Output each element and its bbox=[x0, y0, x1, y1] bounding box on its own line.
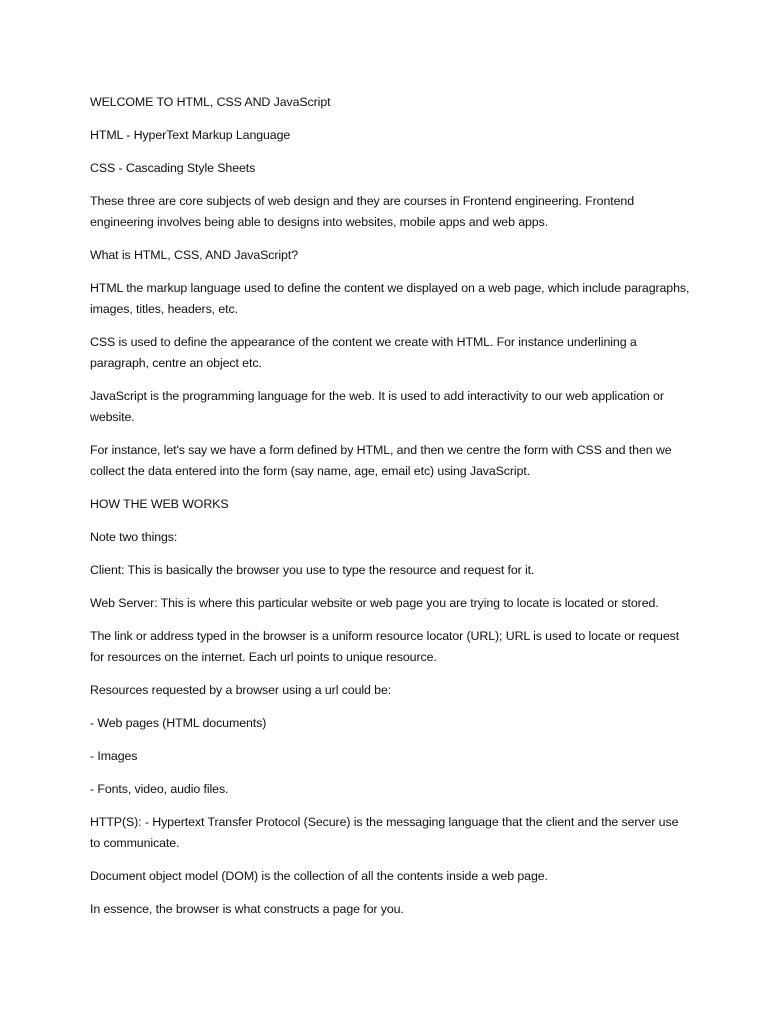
list-item: - Fonts, video, audio files. bbox=[90, 782, 229, 796]
intro-paragraph: These three are core subjects of web design and they are courses in Frontend engineering. Frontend engineering involves being able to designs into websites, mobile apps and web apps. bbox=[90, 194, 634, 229]
document-title: WELCOME TO HTML, CSS AND JavaScript bbox=[90, 95, 331, 109]
closing-line: In essence, the browser is what constructs a page for you. bbox=[90, 902, 404, 916]
form-example: For instance, let's say we have a form defined by HTML, and then we centre the form with CSS and then we collect the data entered into the form (say name, age, email etc) using JavaScript. bbox=[90, 443, 672, 478]
note-heading: Note two things: bbox=[90, 530, 178, 544]
question-heading: What is HTML, CSS, AND JavaScript? bbox=[90, 248, 298, 262]
list-item: - Web pages (HTML documents) bbox=[90, 716, 267, 730]
css-definition: CSS - Cascading Style Sheets bbox=[90, 161, 256, 175]
document-body bbox=[90, 92, 690, 932]
server-definition: Web Server: This is where this particular website or web page you are trying to locate is located or stored. bbox=[90, 596, 659, 610]
http-definition: HTTP(S): - Hypertext Transfer Protocol (Secure) is the messaging language that the client and the server use to communicate. bbox=[90, 815, 679, 850]
dom-definition: Document object model (DOM) is the collection of all the contents inside a web page. bbox=[90, 869, 548, 883]
url-explanation: The link or address typed in the browser is a uniform resource locator (URL); URL is used to locate or request for resources on the internet. Each url points to unique resource. bbox=[90, 629, 680, 664]
section-heading-web: HOW THE WEB WORKS bbox=[90, 497, 229, 511]
html-definition: HTML - HyperText Markup Language bbox=[90, 128, 291, 142]
javascript-explanation: JavaScript is the programming language for the web. It is used to add interactivity to our web application or website. bbox=[90, 389, 664, 424]
html-explanation: HTML the markup language used to define the content we displayed on a web page, which include paragraphs, images, titles, headers, etc. bbox=[90, 281, 690, 316]
client-definition: Client: This is basically the browser you use to type the resource and request for it. bbox=[90, 563, 535, 577]
css-explanation: CSS is used to define the appearance of the content we create with HTML. For instance underlining a paragraph, centre an object etc. bbox=[90, 335, 637, 370]
resources-intro: Resources requested by a browser using a url could be: bbox=[90, 683, 392, 697]
list-item: - Images bbox=[90, 749, 138, 763]
